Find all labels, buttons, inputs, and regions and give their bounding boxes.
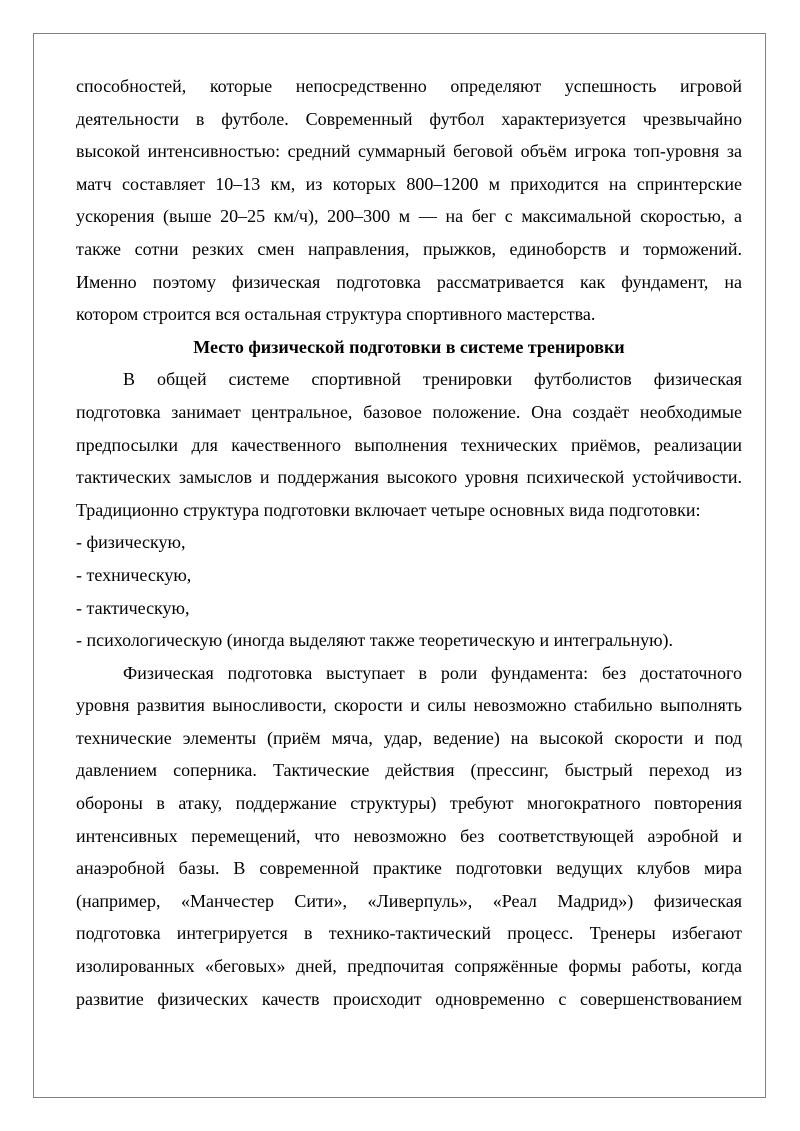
text-line: предпосылки для качественного выполнения технических приёмов, реализации bbox=[76, 434, 742, 455]
text-line: изолированных «беговых» дней, предпочитая сопряжённые формы работы, когда bbox=[76, 956, 742, 977]
text-line: матч составляет 10–13 км, из которых 800–1200 м приходится на спринтерские bbox=[76, 173, 742, 194]
text-line: интенсивных перемещений, что невозможно без соответствующей аэробной и bbox=[76, 825, 742, 846]
text-line: также сотни резких смен направления, прыжков, единоборств и торможений. bbox=[76, 238, 742, 259]
document-body bbox=[76, 70, 742, 1015]
list-item: - тактическую, bbox=[76, 597, 190, 618]
text-line: В общей системе спортивной тренировки футболистов физическая bbox=[123, 369, 742, 390]
text-line: Именно поэтому физическая подготовка рассматривается как фундамент, на bbox=[76, 271, 742, 292]
text-line: подготовка занимает центральное, базовое положение. Она создаёт необходимые bbox=[76, 401, 742, 422]
text-line: деятельности в футболе. Современный футбол характеризуется чрезвычайно bbox=[76, 108, 742, 129]
text-line: Физическая подготовка выступает в роли фундамента: без достаточного bbox=[123, 662, 742, 683]
text-line: развитие физических качеств происходит одновременно с совершенствованием bbox=[76, 988, 742, 1009]
text-line: технические элементы (приём мяча, удар, ведение) на высокой скорости и под bbox=[76, 727, 742, 748]
text-line: способностей, которые непосредственно определяют успешность игровой bbox=[76, 76, 742, 96]
text-line: подготовка интегрируется в технико-тактический процесс. Тренеры избегают bbox=[76, 923, 742, 944]
text-line: анаэробной базы. В современной практике подготовки ведущих клубов мира bbox=[76, 858, 742, 879]
text-line: высокой интенсивностью: средний суммарный беговой объём игрока топ-уровня за bbox=[76, 141, 742, 162]
text-line: ускорения (выше 20–25 км/ч), 200–300 м — на бег с максимальной скоростью, а bbox=[76, 206, 742, 227]
text-line: Традиционно структура подготовки включает четыре основных вида подготовки: bbox=[76, 499, 701, 520]
text-line: уровня развития выносливости, скорости и силы невозможно стабильно выполнять bbox=[76, 695, 742, 716]
text-line: (например, «Манчестер Сити», «Ливерпуль», «Реал Мадрид») физическая bbox=[76, 890, 742, 911]
text-line: котором строится вся остальная структура спортивного мастерства. bbox=[76, 304, 596, 325]
list-item: - психологическую (иногда выделяют также теоретическую и интегральную). bbox=[76, 630, 674, 651]
text-line: обороны в атаку, поддержание структуры) требуют многократного повторения bbox=[76, 793, 742, 814]
section-heading: Место физической подготовки в системе тренировки bbox=[193, 336, 625, 357]
list-item: - физическую, bbox=[76, 532, 186, 553]
list-item: - техническую, bbox=[76, 564, 192, 585]
text-line: тактических замыслов и поддержания высокого уровня психической устойчивости. bbox=[76, 467, 742, 488]
text-line: давлением соперника. Тактические действия (прессинг, быстрый переход из bbox=[76, 760, 742, 781]
